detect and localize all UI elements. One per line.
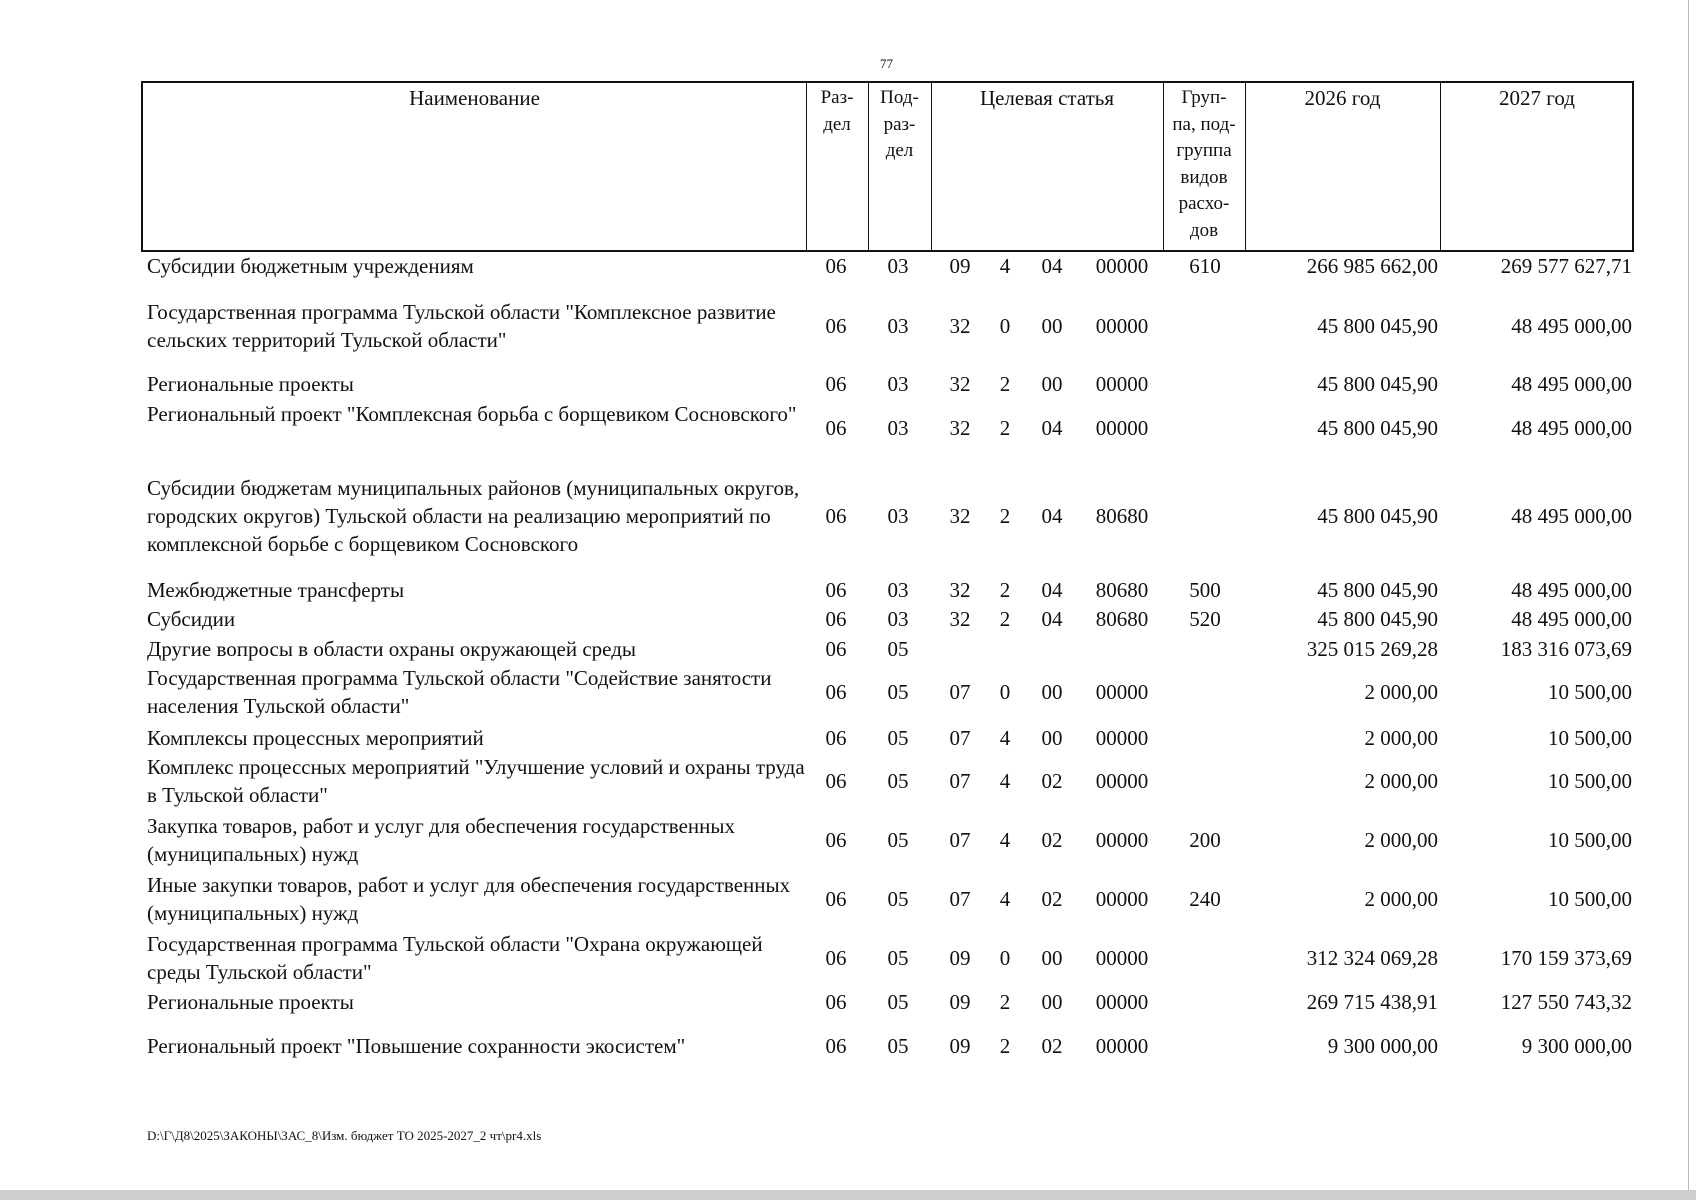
row-name: Субсидии (147, 607, 236, 631)
table-row (0, 298, 1696, 354)
cell-y2027: 48 495 000,00 (1511, 372, 1632, 396)
cell-cs1: 32 (949, 314, 971, 338)
cell-rz: 06 (825, 314, 847, 338)
cell-cs3: 04 (1041, 607, 1063, 631)
row-name: Государственная программа Тульской области "Комплексное развитие сельских территорий Тульской области" (147, 300, 776, 352)
cell-cs4: 80680 (1095, 504, 1149, 528)
cell-pr: 05 (887, 680, 909, 704)
cell-vr: 500 (1189, 578, 1221, 602)
cell-rz: 06 (825, 504, 847, 528)
header-gruppa-line: расхо- (1178, 193, 1230, 214)
cell-cs4: 00000 (1095, 946, 1149, 970)
table-row (0, 252, 1696, 280)
cell-rz: 06 (825, 1034, 847, 1058)
header-razdel (806, 85, 868, 138)
cell-pr: 03 (887, 416, 909, 440)
cell-vr: 200 (1189, 828, 1221, 852)
table-row (0, 576, 1696, 604)
cell-vr: 610 (1189, 254, 1221, 278)
cell-y2027: 127 550 743,32 (1500, 990, 1632, 1014)
cell-cs3: 04 (1041, 254, 1063, 278)
cell-cs2: 4 (999, 769, 1011, 793)
cell-cs2: 0 (999, 946, 1011, 970)
row-name: Комплексы процессных мероприятий (147, 726, 484, 750)
cell-cs4: 00000 (1095, 769, 1149, 793)
cell-y2027: 269 577 627,71 (1500, 254, 1632, 278)
cell-y2026: 2 000,00 (1364, 828, 1438, 852)
scan-edge (1688, 0, 1689, 1190)
table-row (0, 605, 1696, 633)
cell-y2027: 48 495 000,00 (1511, 416, 1632, 440)
row-name: Субсидии бюджетным учреждениям (147, 254, 474, 278)
cell-y2026: 45 800 045,90 (1317, 416, 1438, 440)
cell-y2026: 325 015 269,28 (1306, 637, 1438, 661)
header-gruppa (1163, 85, 1245, 244)
row-name: Комплекс процессных мероприятий "Улучшение условий и охраны труда в Тульской области" (147, 755, 805, 807)
cell-cs2: 2 (999, 607, 1011, 631)
cell-cs2: 4 (999, 828, 1011, 852)
cell-cs1: 32 (949, 372, 971, 396)
cell-cs1: 09 (949, 1034, 971, 1058)
cell-y2026: 45 800 045,90 (1317, 607, 1438, 631)
cell-rz: 06 (825, 990, 847, 1014)
table-row (0, 1032, 1696, 1060)
cell-cs1: 07 (949, 680, 971, 704)
cell-y2027: 48 495 000,00 (1511, 578, 1632, 602)
cell-y2027: 10 500,00 (1548, 680, 1632, 704)
cell-cs1: 32 (949, 578, 971, 602)
cell-pr: 05 (887, 828, 909, 852)
header-2027: 2027 год (1499, 86, 1575, 110)
cell-cs2: 2 (999, 578, 1011, 602)
cell-y2026: 266 985 662,00 (1306, 254, 1438, 278)
cell-y2027: 48 495 000,00 (1511, 504, 1632, 528)
cell-cs1: 32 (949, 607, 971, 631)
table-row (0, 370, 1696, 398)
cell-pr: 03 (887, 504, 909, 528)
table-row (0, 400, 1696, 456)
table-row (0, 812, 1696, 868)
header-gruppa-line: Груп- (1181, 87, 1227, 108)
cell-rz: 06 (825, 254, 847, 278)
footer-file-path: D:\Г\Д8\2025\ЗАКОНЫ\ЗАС_8\Изм. бюджет ТО 2025-2027_2 чт\pr4.xls (147, 1128, 542, 1143)
cell-cs1: 07 (949, 887, 971, 911)
cell-cs1: 07 (949, 726, 971, 750)
cell-vr: 520 (1189, 607, 1221, 631)
cell-rz: 06 (825, 726, 847, 750)
cell-cs4: 00000 (1095, 254, 1149, 278)
header-name: Наименование (409, 86, 540, 110)
cell-rz: 06 (825, 946, 847, 970)
cell-pr: 03 (887, 578, 909, 602)
cell-rz: 06 (825, 578, 847, 602)
cell-y2026: 45 800 045,90 (1317, 314, 1438, 338)
cell-pr: 05 (887, 769, 909, 793)
table-row (0, 664, 1696, 720)
header-razdel-line: дел (823, 113, 851, 135)
cell-cs2: 2 (999, 1034, 1011, 1058)
cell-y2027: 48 495 000,00 (1511, 314, 1632, 338)
cell-cs2: 2 (999, 990, 1011, 1014)
header-gruppa-line: группа (1176, 140, 1232, 161)
cell-cs3: 00 (1041, 990, 1063, 1014)
cell-y2026: 312 324 069,28 (1306, 946, 1438, 970)
cell-y2027: 170 159 373,69 (1500, 946, 1632, 970)
cell-rz: 06 (825, 828, 847, 852)
cell-cs1: 07 (949, 769, 971, 793)
header-podrazdel-line: раз- (883, 113, 916, 135)
cell-cs2: 0 (999, 680, 1011, 704)
table-row (0, 724, 1696, 752)
cell-rz: 06 (825, 607, 847, 631)
cell-y2027: 10 500,00 (1548, 769, 1632, 793)
cell-pr: 03 (887, 607, 909, 631)
cell-cs3: 00 (1041, 314, 1063, 338)
cell-y2027: 10 500,00 (1548, 828, 1632, 852)
cell-rz: 06 (825, 680, 847, 704)
table-row (0, 753, 1696, 809)
cell-cs3: 00 (1041, 680, 1063, 704)
cell-cs1: 09 (949, 990, 971, 1014)
table-row (0, 988, 1696, 1016)
page-number: 77 (880, 56, 893, 71)
cell-pr: 03 (887, 372, 909, 396)
cell-cs4: 00000 (1095, 990, 1149, 1014)
scan-bottom-band (0, 1190, 1696, 1200)
cell-cs4: 00000 (1095, 416, 1149, 440)
cell-cs2: 4 (999, 254, 1011, 278)
cell-cs2: 2 (999, 372, 1011, 396)
cell-pr: 05 (887, 726, 909, 750)
cell-pr: 03 (887, 314, 909, 338)
cell-cs3: 02 (1041, 887, 1063, 911)
table-row (0, 930, 1696, 986)
header-razdel-line: Раз- (820, 87, 854, 108)
cell-y2026: 269 715 438,91 (1306, 990, 1438, 1014)
cell-y2027: 48 495 000,00 (1511, 607, 1632, 631)
cell-cs4: 00000 (1095, 828, 1149, 852)
cell-cs3: 00 (1041, 372, 1063, 396)
cell-pr: 05 (887, 887, 909, 911)
cell-y2026: 45 800 045,90 (1317, 504, 1438, 528)
row-name: Иные закупки товаров, работ и услуг для обеспечения государственных (муниципальных) нужд (147, 873, 791, 925)
cell-pr: 05 (887, 990, 909, 1014)
row-name: Государственная программа Тульской области "Охрана окружающей среды Тульской области" (147, 932, 763, 984)
header-podrazdel-line: дел (885, 140, 914, 161)
cell-y2026: 2 000,00 (1364, 680, 1438, 704)
header-gruppa-line: видов (1180, 166, 1228, 188)
cell-cs4: 00000 (1095, 887, 1149, 911)
cell-y2027: 10 500,00 (1548, 726, 1632, 750)
cell-cs3: 02 (1041, 769, 1063, 793)
cell-y2027: 183 316 073,69 (1500, 637, 1632, 661)
header-gruppa-line: па, под- (1172, 113, 1236, 135)
row-name: Региональный проект "Повышение сохранности экосистем" (147, 1034, 686, 1058)
cell-cs2: 0 (999, 314, 1011, 338)
cell-cs2: 4 (999, 726, 1011, 750)
row-name: Другие вопросы в области охраны окружающей среды (147, 637, 636, 661)
row-name: Закупка товаров, работ и услуг для обеспечения государственных (муниципальных) нужд (147, 814, 736, 866)
cell-cs1: 09 (949, 254, 971, 278)
header-podrazdel (868, 85, 931, 165)
cell-y2026: 9 300 000,00 (1327, 1034, 1438, 1058)
row-name: Межбюджетные трансферты (147, 578, 405, 602)
cell-cs1: 32 (949, 416, 971, 440)
cell-y2027: 9 300 000,00 (1521, 1034, 1632, 1058)
table-header (141, 81, 1634, 252)
cell-cs4: 00000 (1095, 726, 1149, 750)
header-celevaya: Целевая статья (979, 86, 1115, 110)
header-gruppa-line: дов (1189, 219, 1219, 241)
cell-cs3: 04 (1041, 578, 1063, 602)
cell-cs3: 04 (1041, 504, 1063, 528)
cell-vr: 240 (1189, 887, 1221, 911)
cell-y2026: 45 800 045,90 (1317, 372, 1438, 396)
cell-y2026: 45 800 045,90 (1317, 578, 1438, 602)
cell-cs3: 02 (1041, 1034, 1063, 1058)
cell-y2026: 2 000,00 (1364, 887, 1438, 911)
cell-rz: 06 (825, 769, 847, 793)
row-name: Государственная программа Тульской области "Содействие занятости населения Тульской области" (147, 666, 772, 718)
cell-cs2: 2 (999, 504, 1011, 528)
cell-cs4: 00000 (1095, 372, 1149, 396)
table-row (0, 635, 1696, 663)
cell-pr: 03 (887, 254, 909, 278)
cell-cs3: 02 (1041, 828, 1063, 852)
cell-cs4: 00000 (1095, 1034, 1149, 1058)
header-podrazdel-line: Под- (880, 87, 919, 108)
cell-cs4: 80680 (1095, 578, 1149, 602)
table-row (0, 474, 1696, 558)
cell-pr: 05 (887, 1034, 909, 1058)
cell-cs2: 4 (999, 887, 1011, 911)
header-2026: 2026 год (1304, 86, 1381, 110)
cell-cs3: 04 (1041, 416, 1063, 440)
cell-pr: 05 (887, 946, 909, 970)
cell-y2027: 10 500,00 (1548, 887, 1632, 911)
cell-cs2: 2 (999, 416, 1011, 440)
cell-cs3: 00 (1041, 946, 1063, 970)
cell-cs4: 80680 (1095, 607, 1149, 631)
cell-y2026: 2 000,00 (1364, 726, 1438, 750)
cell-y2026: 2 000,00 (1364, 769, 1438, 793)
cell-rz: 06 (825, 416, 847, 440)
cell-cs1: 09 (949, 946, 971, 970)
cell-cs1: 32 (949, 504, 971, 528)
cell-cs3: 00 (1041, 726, 1063, 750)
cell-pr: 05 (887, 637, 909, 661)
cell-rz: 06 (825, 887, 847, 911)
cell-rz: 06 (825, 637, 847, 661)
table-row (0, 871, 1696, 927)
row-name: Региональный проект "Комплексная борьба с борщевиком Сосновского" (147, 402, 797, 426)
cell-rz: 06 (825, 372, 847, 396)
cell-cs4: 00000 (1095, 314, 1149, 338)
cell-cs1: 07 (949, 828, 971, 852)
row-name: Субсидии бюджетам муниципальных районов (муниципальных округов, городских округов) Тульской области на реализацию мероприятий по комплексной борьбе с борщевиком Сосновского (147, 476, 800, 556)
cell-cs4: 00000 (1095, 680, 1149, 704)
row-name: Региональные проекты (147, 372, 354, 396)
row-name: Региональные проекты (147, 990, 354, 1014)
